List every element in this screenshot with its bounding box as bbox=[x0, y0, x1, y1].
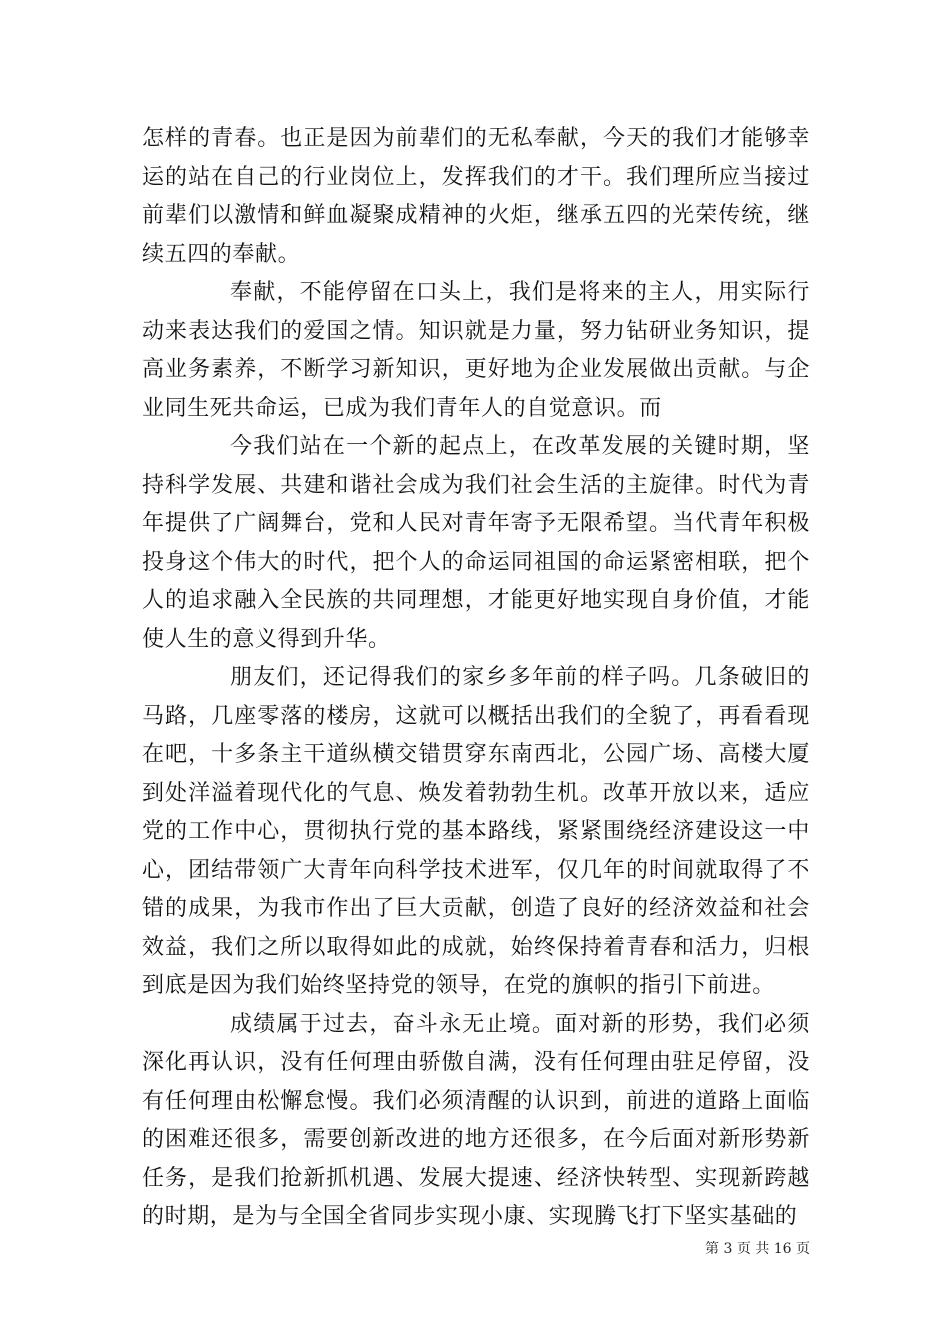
paragraph-4: 朋友们，还记得我们的家乡多年前的样子吗。几条破旧的马路，几座零落的楼房，这就可以概括出我们的全貌了，再看看现在吧，十多条主干道纵横交错贯穿东南西北，公园广场、高楼大厦到处洋溢着现代化的气息、焕发着勃勃生机。改革开放以来，适应党的工作中心，贯彻执行党的基本路线，紧紧围绕经济建设这一中心，团结带领广大青年向科学技术进军，仅几年的时间就取得了不错的成果，为我市作出了巨大贡献，创造了良好的经济效益和社会效益，我们之所以取得如此的成就，始终保持着青春和活力，归根到底是因为我们始终坚持党的领导，在党的旗帜的指引下前进。 bbox=[142, 665, 810, 998]
paragraph-2: 奉献，不能停留在口头上，我们是将来的主人，用实际行动来表达我们的爱国之情。知识就是力量，努力钻研业务知识，提高业务素养，不断学习新知识，更好地为企业发展做出贡献。与企业同生死共命运，已成为我们青年人的自觉意识。而 bbox=[142, 280, 810, 421]
body-text bbox=[142, 120, 810, 1237]
paragraph-5: 成绩属于过去，奋斗永无止境。面对新的形势，我们必须深化再认识，没有任何理由骄傲自满，没有任何理由驻足停留，没有任何理由松懈怠慢。我们必须清醒的认识到，前进的道路上面临的困难还很多，需要创新改进的地方还很多，在今后面对新形势新任务，是我们抢新抓机遇、发展大提速、经济快转型、实现新跨越的时期，是为与全国全省同步实现小康、实现腾飞打下坚实基础的 bbox=[142, 1011, 810, 1229]
paragraph-1: 怎样的青春。也正是因为前辈们的无私奉献，今天的我们才能够幸运的站在自己的行业岗位上，发挥我们的才干。我们理所应当接过前辈们以激情和鲜血凝聚成精神的火炬，继承五四的光荣传统，继续五四的奉献。 bbox=[142, 126, 810, 267]
paragraph-3: 今我们站在一个新的起点上，在改革发展的关键时期，坚持科学发展、共建和谐社会成为我们社会生活的主旋律。时代为青年提供了广阔舞台，党和人民对青年寄予无限希望。当代青年积极投身这个伟大的时代，把个人的命运同祖国的命运紧密相联，把个人的追求融入全民族的共同理想，才能更好地实现自身价值，才能使人生的意义得到升华。 bbox=[142, 434, 810, 652]
page-number-footer: 第 3 页 共 16 页 bbox=[705, 1241, 810, 1257]
